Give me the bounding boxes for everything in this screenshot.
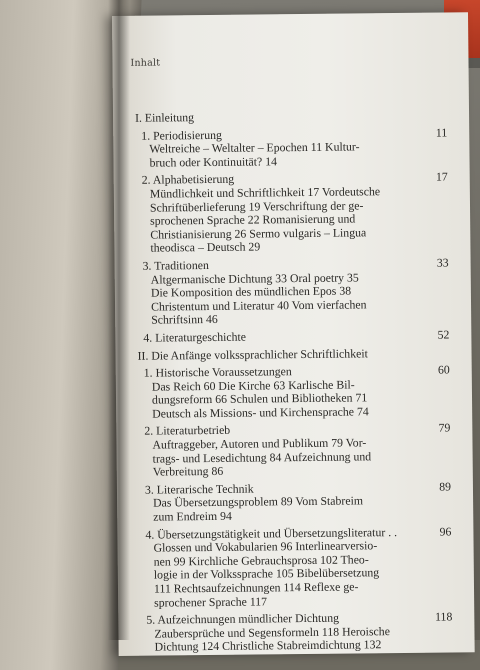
toc-entry-text: sprochenen Sprache 22 Romanisierung und (150, 212, 426, 228)
toc-entry-text: Altgermanische Dichtung 33 Oral poetry 35 (151, 270, 427, 286)
toc-entry-text: Dichtung 124 Christliche Stabreimdichtung 132 (155, 638, 431, 654)
toc-entry-text: Deutsch als Missions- und Kirchensprache 74 (152, 405, 428, 421)
toc-entry-text: 1. Historische Voraussetzungen (144, 364, 428, 381)
toc-entry-text: Christentum und Literatur 40 Vom vierfachen (151, 297, 427, 313)
toc-entry-text: 3. Traditionen (143, 257, 427, 274)
toc-entry-text: bruch oder Kontinuität? 14 (149, 154, 425, 170)
toc-entry-text: Weltreiche – Weltalter – Epochen 11 Kultur- (149, 140, 425, 156)
toc-page-number: 79 (428, 422, 450, 436)
toc-entry-text: Zaubersprüche und Segensformeln 118 Heroische (154, 624, 430, 640)
toc-page-number: 52 (427, 328, 449, 342)
toc-subentry-line (141, 638, 453, 655)
toc-entry-text: theodisca – Deutsch 29 (150, 239, 426, 255)
toc-entry-text: Das Reich 60 Die Kirche 63 Karlische Bil- (152, 377, 428, 393)
toc-entry-text: 4. Übersetzungstätigkeit und Übersetzungsliteratur . . (145, 525, 429, 542)
toc-entry-text: II. Die Anfänge volkssprachlicher Schriftlichkeit (137, 346, 427, 363)
toc-entry-text: Die Komposition des mündlichen Epos 38 (151, 284, 427, 300)
toc-entry-text: Das Übersetzungsproblem 89 Vom Stabreim (153, 494, 429, 510)
toc-page-number: 96 (429, 525, 451, 539)
table-of-contents (135, 108, 453, 654)
running-header: Inhalt (130, 57, 160, 68)
toc-page-number: 89 (429, 480, 451, 494)
toc-entry-text: I. Einleitung (135, 109, 425, 126)
toc-entry-text: 2. Alphabetisierung (142, 171, 426, 188)
toc-page-number: 33 (427, 256, 449, 270)
toc-entry-text: 2. Literaturbetrieb (144, 422, 428, 439)
toc-page-number: 11 (425, 126, 447, 140)
toc-page-number: 118 (430, 611, 452, 625)
toc-entry-text: Verbreitung 86 (153, 463, 429, 479)
toc-entry-text: 1. Periodisierung (141, 126, 425, 143)
toc-entry-text: trags- und Lesedichtung 84 Aufzeichnung und (153, 449, 429, 465)
toc-entry-text: 5. Aufzeichnungen mündlicher Dichtung (146, 611, 430, 628)
toc-entry-text: Schriftüberlieferung 19 Verschriftung der ge- (150, 198, 426, 214)
book-gutter-shadow (108, 0, 130, 640)
toc-entry-text: Schriftsinn 46 (151, 311, 427, 327)
toc-entry-text: Christianisierung 26 Sermo vulgaris – Lingua (150, 225, 426, 241)
toc-entry-text: Glossen und Vokabularien 96 Interlinearversio- (154, 539, 430, 555)
book-page-table-of-contents (112, 12, 475, 656)
toc-entry-text: 4. Literaturgeschichte (143, 329, 427, 346)
toc-entry-text: zum Endreim 94 (153, 508, 429, 524)
toc-entry-text: nen 99 Kirchliche Gebrauchsprosa 102 Theo- (154, 553, 430, 569)
toc-entry-text: dungsreform 66 Schulen und Bibliotheken 71 (152, 391, 428, 407)
toc-entry-text: 111 Rechtsaufzeichnungen 114 Reflexe ge- (154, 580, 430, 596)
toc-page-number: 60 (428, 364, 450, 378)
toc-entry-text: Auftraggeber, Autoren und Publikum 79 Vor- (152, 436, 428, 452)
toc-entry-text: Mündlichkeit und Schriftlichkeit 17 Vordeutsche (150, 185, 426, 201)
toc-entry-text: sprochener Sprache 117 (154, 593, 430, 609)
toc-entry-text: 3. Literarische Technik (145, 481, 429, 498)
toc-page-number: 17 (426, 171, 448, 185)
toc-entry-text: logie in der Volkssprache 105 Bibelübersetzung (154, 566, 430, 582)
